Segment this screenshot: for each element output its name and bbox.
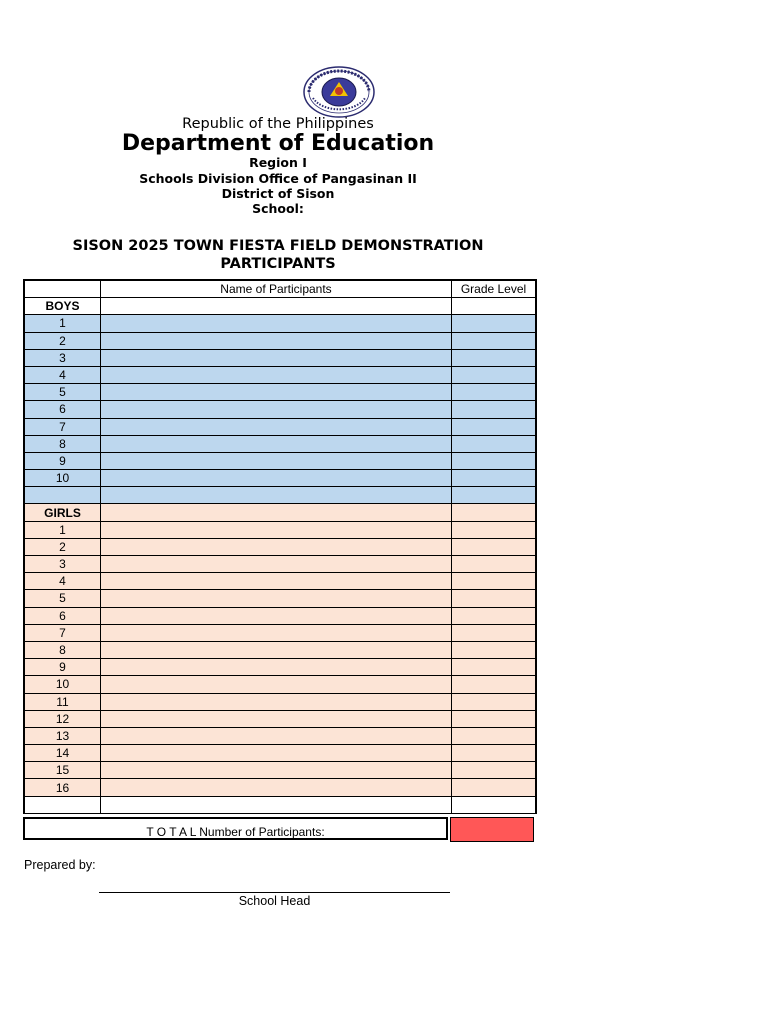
participant-name-cell[interactable] [101,384,452,401]
girl-row-number: 2 [24,538,101,555]
girl-row [24,779,536,796]
girl-row-number: 5 [24,590,101,607]
girl-row-number: 12 [24,710,101,727]
girl-row [24,710,536,727]
participant-name-cell[interactable] [101,315,452,332]
boy-row-number: 9 [24,452,101,469]
participants-table [23,279,537,814]
boys-section-row [24,298,536,315]
grade-level-cell[interactable] [452,762,537,779]
blank-row [24,796,536,813]
form-title [0,237,556,273]
republic-text: Republic of the Philippines [182,116,374,132]
total-value-cell[interactable] [450,817,534,842]
girls-section-row [24,504,536,521]
grade-level-cell[interactable] [452,418,537,435]
boy-row [24,470,536,487]
signature-line[interactable] [99,892,450,893]
grade-level-cell[interactable] [452,624,537,641]
district-text: District of Sison [221,186,335,201]
girl-row [24,659,536,676]
grade-header: Grade Level [452,280,537,298]
girl-row [24,573,536,590]
total-label: T O T A L Number of Participants: [23,817,448,840]
department-title: Department of Education [121,131,435,156]
number-header [24,280,101,298]
grade-level-cell[interactable] [452,538,537,555]
boy-row-number: 8 [24,435,101,452]
boy-row [24,332,536,349]
grade-level-cell[interactable] [452,573,537,590]
boy-blank-row [24,487,536,504]
participant-name-cell[interactable] [101,487,452,504]
participant-name-cell[interactable] [101,556,452,573]
participant-name-cell[interactable] [101,762,452,779]
deped-seal-logo [303,66,375,118]
form-title-line1: SISON 2025 TOWN FIESTA FIELD DEMONSTRATION [72,238,484,254]
boys-label: BOYS [24,298,101,315]
girl-row-number: 10 [24,676,101,693]
boy-row [24,315,536,332]
participant-name-cell[interactable] [101,332,452,349]
girl-row [24,624,536,641]
grade-level-cell[interactable] [452,521,537,538]
boy-row [24,384,536,401]
grade-level-cell[interactable] [452,366,537,383]
participant-name-cell[interactable] [101,590,452,607]
girl-row-number: 6 [24,607,101,624]
girl-row-number: 3 [24,556,101,573]
participant-name-cell[interactable] [101,676,452,693]
grade-level-cell[interactable] [452,332,537,349]
grade-level-cell[interactable] [452,693,537,710]
boy-row-number: 4 [24,366,101,383]
boy-row-number: 10 [24,470,101,487]
grade-level-cell[interactable] [452,556,537,573]
girl-row [24,676,536,693]
participant-name-cell[interactable] [101,710,452,727]
grade-level-cell[interactable] [452,779,537,796]
girl-row [24,693,536,710]
boy-row-number: 7 [24,418,101,435]
grade-level-cell[interactable] [452,745,537,762]
girl-row-number: 9 [24,659,101,676]
participant-name-cell[interactable] [101,538,452,555]
girl-row [24,745,536,762]
name-header: Name of Participants [101,280,452,298]
grade-level-cell[interactable] [452,487,537,504]
grade-level-cell[interactable] [452,727,537,744]
participant-name-cell[interactable] [101,521,452,538]
girl-row [24,762,536,779]
participant-name-cell[interactable] [101,366,452,383]
participant-name-cell[interactable] [101,573,452,590]
division-text: Schools Division Office of Pangasinan II [139,171,417,186]
girl-row-number: 13 [24,727,101,744]
girl-row [24,607,536,624]
boy-row-number: 6 [24,401,101,418]
girl-row [24,727,536,744]
girl-row [24,556,536,573]
grade-level-cell[interactable] [452,384,537,401]
boy-row [24,401,536,418]
boy-row [24,435,536,452]
participant-name-cell[interactable] [101,349,452,366]
participant-name-cell[interactable] [101,470,452,487]
boy-blank-number [24,487,101,504]
girl-row [24,641,536,658]
grade-level-cell[interactable] [452,659,537,676]
grade-level-cell[interactable] [452,641,537,658]
boy-row [24,366,536,383]
boy-row-number: 2 [24,332,101,349]
girl-row-number: 14 [24,745,101,762]
girl-row-number: 7 [24,624,101,641]
boy-row [24,418,536,435]
boy-row [24,452,536,469]
participant-name-cell[interactable] [101,745,452,762]
participant-name-cell[interactable] [101,727,452,744]
participant-name-cell[interactable] [101,401,452,418]
grade-level-cell[interactable] [452,504,537,521]
grade-level-cell[interactable] [452,796,537,813]
girl-row-number: 4 [24,573,101,590]
participant-name-cell[interactable] [101,624,452,641]
participant-name-cell[interactable] [101,452,452,469]
girl-row [24,538,536,555]
grade-level-cell[interactable] [452,470,537,487]
boys-header-grade-cell[interactable] [452,298,537,315]
grade-level-cell[interactable] [452,349,537,366]
grade-level-cell[interactable] [452,607,537,624]
grade-level-cell[interactable] [452,676,537,693]
girl-row-number: 15 [24,762,101,779]
prepared-by-label: Prepared by: [24,858,96,872]
table-header-row [24,280,536,298]
girl-row [24,590,536,607]
participant-name-cell[interactable] [101,659,452,676]
grade-level-cell[interactable] [452,710,537,727]
boy-row-number: 1 [24,315,101,332]
participant-name-cell[interactable] [101,418,452,435]
girl-row-number: 1 [24,521,101,538]
grade-level-cell[interactable] [452,590,537,607]
boy-row [24,349,536,366]
boy-row-number: 3 [24,349,101,366]
participant-name-cell[interactable] [101,435,452,452]
boys-header-name-cell[interactable] [101,298,452,315]
girl-row [24,521,536,538]
participant-name-cell[interactable] [101,779,452,796]
blank-row-number [24,796,101,813]
school-label: School: [252,201,304,216]
girl-row-number: 16 [24,779,101,796]
participant-name-cell[interactable] [101,796,452,813]
participant-name-cell[interactable] [101,504,452,521]
girl-row-number: 8 [24,641,101,658]
form-title-line2: PARTICIPANTS [220,256,336,272]
girls-label: GIRLS [24,504,101,521]
grade-level-cell[interactable] [452,435,537,452]
boy-row-number: 5 [24,384,101,401]
participant-name-cell[interactable] [101,693,452,710]
grade-level-cell[interactable] [452,315,537,332]
participant-name-cell[interactable] [101,641,452,658]
grade-level-cell[interactable] [452,401,537,418]
girl-row-number: 11 [24,693,101,710]
participant-name-cell[interactable] [101,607,452,624]
school-head-label: School Head [238,894,311,908]
region-text: Region I [249,155,307,170]
grade-level-cell[interactable] [452,452,537,469]
